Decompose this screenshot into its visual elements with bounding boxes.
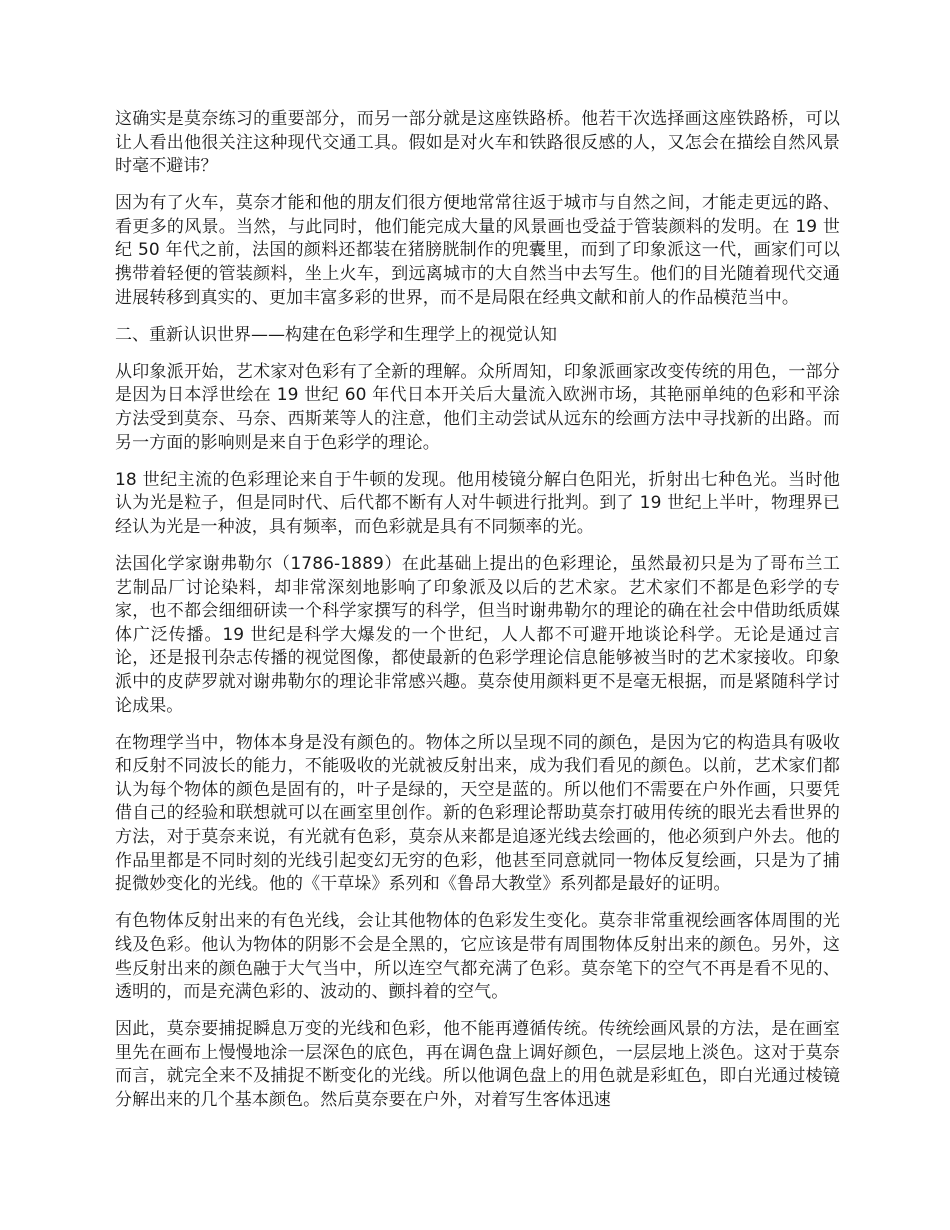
paragraph-ukiyoe-influence: 从印象派开始，艺术家对色彩有了全新的理解。众所周知，印象派画家改变传统的用色，一部分是因为日本浮世绘在 19 世纪 60 年代日本开关后大量流入欧洲市场，其艳丽单纯的色彩和平涂方法受到莫奈、马奈、西斯莱等人的注意，他们主动尝试从远东的绘画方法中寻找新的出路。而另一方面的影响则是来自于色彩学的理论。 xyxy=(115,361,840,453)
paragraph-chevreul-theory: 法国化学家谢弗勒尔（1786-1889）在此基础上提出的色彩理论，虽然最初只是为了哥布兰工艺制品厂讨论染料，却非常深刻地影响了印象派及以后的艺术家。艺术家们不都是色彩学的专家，也不都会细细研读一个科学家撰写的科学，但当时谢弗勒尔的理论的确在社会中借助纸质媒体广泛传播。19 世纪是科学大爆发的一个世纪，人人都不可避开地谈论科学。无论是通过言论，还是报刊杂志传播的视觉图像，都使最新的色彩学理论信息能够被当时的艺术家接收。印象派中的皮萨罗就对谢弗勒尔的理论非常感兴趣。莫奈使用颜料更不是毫无根据，而是紧随科学讨论成果。 xyxy=(115,554,840,716)
paragraph-trains-and-paint-tubes: 因为有了火车，莫奈才能和他的朋友们很方便地常常往返于城市与自然之间，才能走更远的路、看更多的风景。当然，与此同时，他们能完成大量的风景画也受益于管装颜料的发明。在 19 世纪 50 年代之前，法国的颜料还都装在猪膀胱制作的兜囊里，而到了印象派这一代，画家们可以携带着轻便的管装颜料，坐上火车，到远离城市的大自然当中去写生。他们的目光随着现代交通进展转移到真实的、更加丰富多彩的世界，而不是局限在经典文献和前人的作品模范当中。 xyxy=(115,193,840,308)
document-page xyxy=(115,108,840,1126)
section-heading: 二、重新认识世界——构建在色彩学和生理学上的视觉认知 xyxy=(115,324,557,345)
paragraph-capturing-light: 因此，莫奈要捕捉瞬息万变的光线和色彩，他不能再遵循传统。传统绘画风景的方法，是在画室里先在画布上慢慢地涂一层深色的底色，再在调色盘上调好颜色，一层层地上淡色。这对于莫奈而言，就完全来不及捕捉不断变化的光线。所以他调色盘上的用色就是彩虹色，即白光通过棱镜分解出来的几个基本颜色。然后莫奈要在户外，对着写生客体迅速 xyxy=(115,1019,840,1110)
paragraph-railway-bridge: 这确实是莫奈练习的重要部分，而另一部分就是这座铁路桥。他若干次选择画这座铁路桥，可以让人看出他很关注这种现代交通工具。假如是对火车和铁路很反感的人，又怎会在描绘自然风景时毫不避讳？ xyxy=(115,109,840,177)
paragraph-physics-of-color: 在物理学当中，物体本身是没有颜色的。物体之所以呈现不同的颜色，是因为它的构造具有吸收和反射不同波长的能力，不能吸收的光就被反射出来，成为我们看见的颜色。以前，艺术家们都认为每个物体的颜色是固有的，叶子是绿的，天空是蓝的。所以他们不需要在户外作画，只要凭借自己的经验和联想就可以在画室里创作。新的色彩理论帮助莫奈打破用传统的眼光去看世界的方法，对于莫奈来说，有光就有色彩，莫奈从来都是追逐光线去绘画的，他必须到户外去。他的作品里都是不同时刻的光线引起变幻无穷的色彩，他甚至同意就同一物体反复绘画，只是为了捕捉微妙变化的光线。他的《干草垛》系列和《鲁昂大教堂》系列都是最好的证明。 xyxy=(115,732,840,895)
paragraph-reflected-light: 有色物体反射出来的有色光线，会让其他物体的色彩发生变化。莫奈非常重视绘画客体周围的光线及色彩。他认为物体的阴影不会是全黑的，它应该是带有周围物体反射出来的颜色。另外，这些反射出来的颜色融于大气当中，所以连空气都充满了色彩。莫奈笔下的空气不再是看不见的、透明的，而是充满色彩的、波动的、颤抖着的空气。 xyxy=(115,911,840,1003)
paragraph-newton-theory: 18 世纪主流的色彩理论来自于牛顿的发现。他用棱镜分解白色阳光，折射出七种色光。当时他认为光是粒子，但是同时代、后代都不断有人对牛顿进行批判。到了 19 世纪上半叶，物理界已经认为光是一种波，具有频率，而色彩就是具有不同频率的光。 xyxy=(115,469,840,537)
